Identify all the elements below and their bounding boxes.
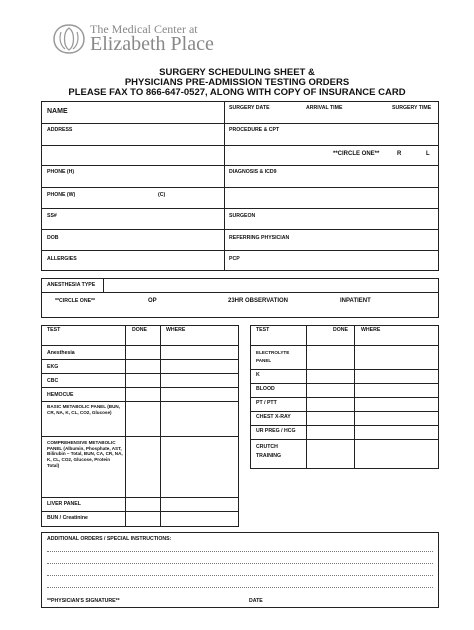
- surgery-date-label: SURGERY DATE: [229, 105, 270, 111]
- surgery-time-label: SURGERY TIME: [392, 105, 432, 111]
- observation-option[interactable]: 23HR OBSERVATION: [228, 298, 289, 304]
- surgeon-label: SURGEON: [229, 213, 256, 219]
- test-cbc: CBC: [47, 378, 59, 384]
- medical-center-logo-icon: [50, 22, 88, 56]
- test-basic-metabolic-panel: BASIC METABOLIC PANEL (BUN, CR, NA, K, CL, CO2, Glucose): [47, 404, 120, 415]
- date-label: DATE: [249, 598, 263, 604]
- test-liver-panel: LIVER PANEL: [47, 501, 81, 507]
- additional-orders-section: [41, 532, 439, 608]
- left-done-header: DONE: [132, 327, 147, 333]
- logo-line2: Elizabeth Place: [90, 33, 214, 55]
- left-option[interactable]: L: [426, 151, 430, 157]
- anesthesia-circle-label: **CIRCLE ONE**: [55, 298, 96, 304]
- test-chest-xray: CHEST X-RAY: [256, 414, 291, 420]
- title-line2: PHYSICIANS PRE-ADMISSION TESTING ORDERS: [124, 77, 350, 88]
- test-blood: BLOOD: [256, 386, 275, 392]
- right-test-header: TEST: [256, 327, 270, 333]
- test-ekg: EKG: [47, 364, 59, 370]
- arrival-time-label: ARRIVAL TIME: [306, 105, 343, 111]
- phone-work-label: PHONE (W): [47, 192, 76, 198]
- test-bun-creatinine: BUN / Creatinine: [47, 515, 88, 521]
- circle-one-label: **CIRCLE ONE**: [333, 151, 380, 157]
- title-line3: PLEASE FAX TO 866-647-0527, ALONG WITH COPY OF INSURANCE CARD: [68, 87, 406, 98]
- inpatient-option[interactable]: INPATIENT: [340, 298, 371, 304]
- diagnosis-label: DIAGNOSIS & ICD9: [229, 169, 277, 175]
- pcp-label: PCP: [229, 256, 240, 262]
- procedure-label: PROCEDURE & CPT: [229, 127, 280, 133]
- phone-home-label: PHONE (H): [47, 169, 75, 175]
- test-pt-ptt: PT / PTT: [256, 400, 277, 406]
- name-label: NAME: [47, 108, 68, 115]
- left-where-header: WHERE: [166, 327, 186, 333]
- test-crutch-training: CRUTCH TRAINING: [256, 444, 282, 460]
- referring-label: REFERRING PHYSICIAN: [229, 235, 290, 241]
- test-anesthesia: Anesthesia: [47, 350, 75, 356]
- anesthesia-type-label: ANESTHESIA TYPE: [47, 282, 96, 288]
- additional-orders-label: ADDITIONAL ORDERS / SPECIAL INSTRUCTIONS:: [47, 536, 172, 542]
- test-hemocue: HEMOCUE: [47, 392, 74, 398]
- phone-cell-label: (C): [158, 192, 166, 198]
- dob-label: DOB: [47, 235, 59, 241]
- logo-line1: The Medical Center at: [90, 22, 198, 36]
- allergies-label: ALLERGIES: [47, 256, 77, 262]
- test-ur-preg: UR PREG / HCG: [256, 428, 296, 434]
- op-option[interactable]: OP: [148, 298, 157, 304]
- physician-signature-label: **PHYSICIAN'S SIGNATURE**: [47, 598, 120, 604]
- left-test-header: TEST: [47, 327, 61, 333]
- title-line1: SURGERY SCHEDULING SHEET &: [159, 67, 315, 78]
- test-electrolyte-panel: ELECTROLYTE PANEL: [256, 350, 290, 364]
- test-k: K: [256, 372, 260, 378]
- address-label: ADDRESS: [47, 127, 73, 133]
- test-comprehensive-metabolic-panel: COMPREHENSIVE METABOLIC PANEL (Albumin, Phosphate, AST, Bilirubin – Total, BUN, CA, CR, NA, K, CL, CO2, Glucose, Protein Total): [47, 440, 123, 468]
- right-option[interactable]: R: [397, 151, 402, 157]
- right-done-header: DONE: [333, 327, 348, 333]
- ss-label: SS#: [47, 213, 57, 219]
- right-where-header: WHERE: [361, 327, 381, 333]
